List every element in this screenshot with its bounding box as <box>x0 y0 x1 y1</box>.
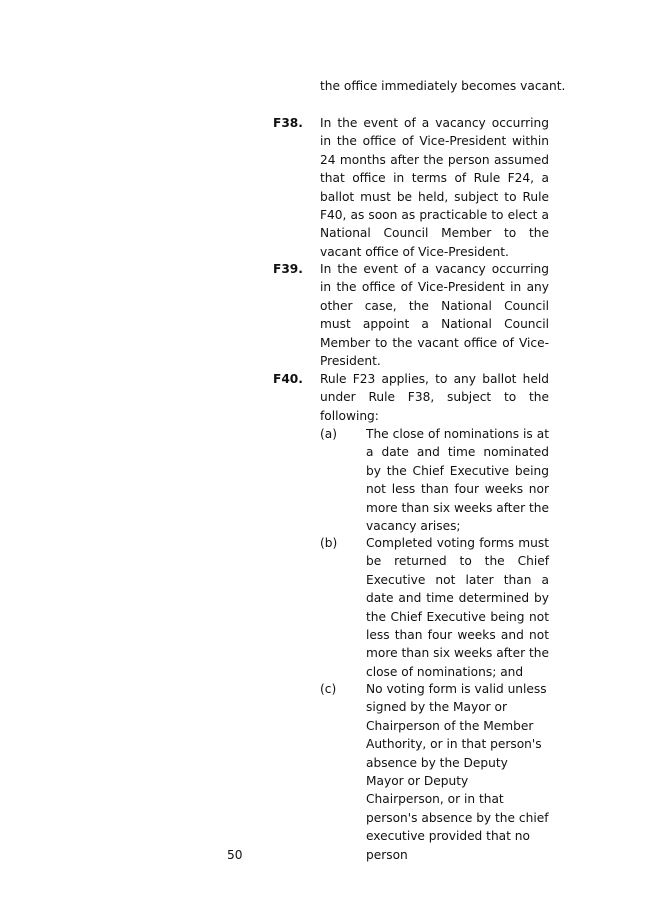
rule-number-f38: F38. <box>273 116 303 130</box>
rule-number-f40: F40. <box>273 372 303 386</box>
item-label-b: (b) <box>320 536 338 550</box>
item-text-b: Completed voting forms must be returned to the Chief Executive not later than a date and time determined by the Chief Executive being not less than four weeks and not more than six weeks after the close of nominations; and <box>366 536 549 679</box>
page-number: 50 <box>227 848 243 862</box>
continuation-text: the office immediately becomes vacant. <box>320 79 566 93</box>
item-label-c: (c) <box>320 682 337 696</box>
item-text-a: The close of nominations is at a date and time nominated by the Chief Executive being not less than four weeks nor more than six weeks after the vacancy arises; <box>366 427 549 534</box>
rule-text-f39: In the event of a vacancy occurring in the office of Vice-President in any other case, the National Council must appoint a National Council Member to the vacant office of Vice-President. <box>320 262 549 369</box>
rule-text-f40: Rule F23 applies, to any ballot held under Rule F38, subject to the following: <box>320 372 549 423</box>
item-text-c: No voting form is valid unless signed by the Mayor or Chairperson of the Member Authority, or in that person's absence by the Deputy Mayor or Deputy Chairperson, or in that person's absence by the chief executive provided that no person <box>366 682 549 862</box>
item-label-a: (a) <box>320 427 337 441</box>
rule-text-f38: In the event of a vacancy occurring in the office of Vice-President within 24 months after the person assumed that office in terms of Rule F24, a ballot must be held, subject to Rule F40, as soon as practicable to elect a National Council Member to the vacant office of Vice-President. <box>320 116 549 259</box>
rule-number-f39: F39. <box>273 262 303 276</box>
